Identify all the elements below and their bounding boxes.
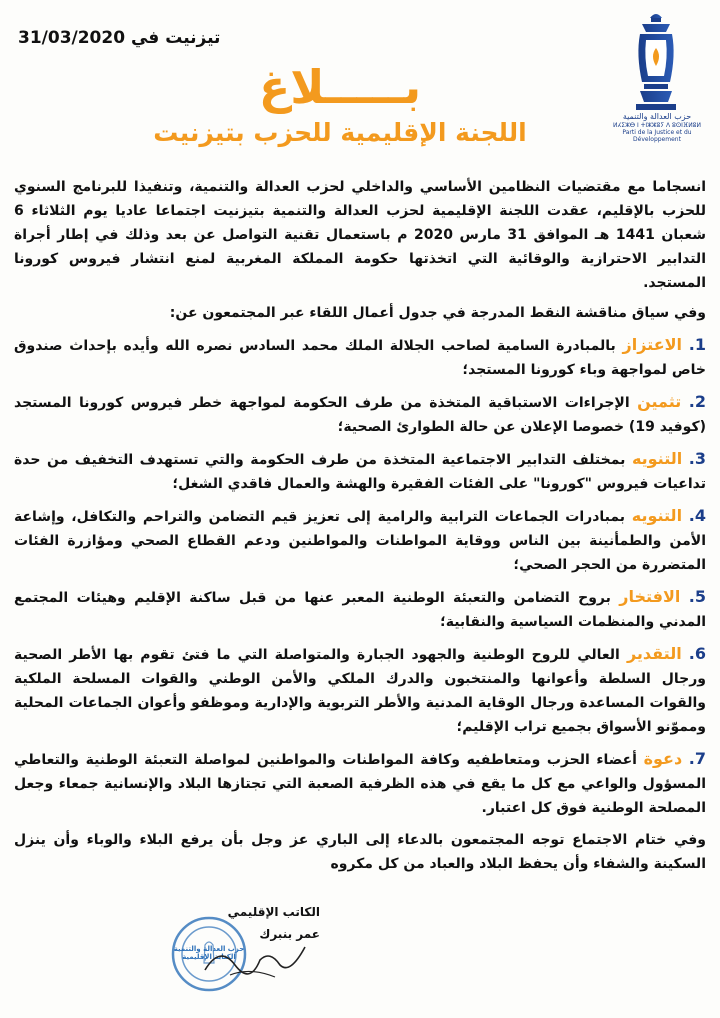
list-item <box>14 642 706 739</box>
item-number: 5. <box>688 587 706 606</box>
item-number: 1. <box>688 335 706 354</box>
item-number: 4. <box>688 506 706 525</box>
item-number: 3. <box>688 449 707 468</box>
list-item <box>14 390 706 439</box>
stamp-text: حزب العدالة والتنمية الكتابة الإقليمية <box>173 945 245 961</box>
item-keyword: دعوة <box>643 749 683 768</box>
closing-paragraph: وفي ختام الاجتماع توجه المجتمعون بالدعاء إلى الباري عز وجل بأن يرفع البلاء والوباء وأن ينزل السكينة والشفاء وأن يحفظ البلاد والعباد من كل مكروه <box>14 832 706 872</box>
item-text: الإجراءات الاستباقية المتخذة من طرف الحكومة لمواجهة خطر فيروس كورونا المستجد (كوفيد 19) خصوصا الإعلان عن حالة الطوارئ الصحية؛ <box>14 395 706 435</box>
document-subtitle: اللجنة الإقليمية للحزب بتيزنيت <box>153 118 527 147</box>
item-number: 2. <box>688 392 706 411</box>
item-keyword: تثمين <box>637 392 682 411</box>
list-item <box>14 747 706 820</box>
item-text: بمختلف التدابير الاجتماعية المتخذة من طرف الحكومة والتي تستهدف التخفيف من حدة تداعيات فيروس "كورونا" على الفئات الفقيرة والهشة والعمال فاقدي الشغل؛ <box>14 452 706 492</box>
item-text: بالمبادرة السامية لصاحب الجلالة الملك محمد السادس نصره الله وأيده بإحداث صندوق خاص لمواجهة وباء كورونا المستجد؛ <box>14 338 706 378</box>
item-keyword: الافتخار <box>619 587 681 606</box>
logo-caption-latin: Parti de la Justice et du Développement <box>622 128 692 143</box>
handwritten-signature-icon <box>200 935 310 985</box>
signatory-name: عمر بنبرك <box>259 927 320 941</box>
item-number: 7. <box>688 749 707 768</box>
list-item <box>14 333 706 382</box>
logo-caption-tifinagh: ⵍⵃⵉⵣⴱ ⵏ ⵜⵏⵣⵣⵓⵢ ⴷ ⵓⵙⵏⴼⵍⵓⵍ <box>613 121 701 129</box>
document-body <box>14 175 706 876</box>
intro-paragraph: انسجاما مع مقتضيات النظامين الأساسي والداخلي لحزب العدالة والتنمية، وتنفيذا للبرنامج السنوي للحزب بالإقليم، عقدت اللجنة الإقليمية لحزب العدالة والتنمية بتيزنيت اجتماعا عاديا يوم الثلاثاء 6 شعبان 1441 هـ الموافق 31 مارس 2020 م باستعمال تقنية التواصل عن بعد وذلك في إطار أجراة التدابير الاحترازية والوقائية التي اتخذتها حكومة المملكة المغربية لمنع انتشار فيروس كورونا المستجد. <box>14 179 706 291</box>
item-text: بمبادرات الجماعات الترابية والرامية إلى تعزيز قيم التضامن والتراحم والتكافل، وإشاعة الأمن والطمأنينة بين الناس ووقاية المواطنات والمواطنين ودعم القطاع الصحي ومؤازرة الفئات المتضررة من الحجر الصحي؛ <box>14 509 706 573</box>
item-keyword: التنويه <box>631 449 683 468</box>
logo-caption <box>602 112 712 143</box>
item-keyword: التقدير <box>626 644 682 663</box>
document-title: بـــــلاغ <box>258 60 422 114</box>
list-item <box>14 585 706 634</box>
signature-block <box>160 905 320 1015</box>
item-number: 6. <box>688 644 707 663</box>
logo-caption-arabic: حزب العدالة والتنمية <box>622 112 692 121</box>
item-text: أعضاء الحزب ومتعاطفيه وكافة المواطنات والمواطنين لمواصلة التعبئة الوطنية والتعاطي المسؤول والواعي مع كل ما يقع في هذه الظرفية الصعبة التي تجتازها البلاد والإنسانية جمعاء وجعل المصلحة الوطنية فوق كل اعتبار. <box>14 752 706 816</box>
document-date: تيزنيت في 31/03/2020 <box>18 28 221 48</box>
item-text: العالي للروح الوطنية والجهود الجبارة والمتواصلة التي ما فتئ تقوم بها الأطر الصحية ورجال السلطة وأعوانها والمنتخبون والدرك الملكي والأمن الوطني والقوات المسلحة الملكية والقوات المساعدة ورجال الوقاية المدنية والأطر التربوية والإدارية وموظفو وأعوان الجماعات المحلية ومموّنو الأسواق بجميع تراب الإقليم؛ <box>14 647 706 735</box>
list-item <box>14 504 706 577</box>
item-keyword: التنويه <box>631 506 683 525</box>
list-item <box>14 447 706 496</box>
signatory-title: الكاتب الإقليمي <box>227 905 320 919</box>
item-keyword: الاعتزاز <box>622 335 683 354</box>
agenda-intro: وفي سياق مناقشة النقط المدرجة في جدول أعمال اللقاء عبر المجتمعون عن: <box>169 305 706 321</box>
item-text: بروح التضامن والتعبئة الوطنية المعبر عنها من قبل ساكنة الإقليم وهيئات المجتمع المدني والمنظمات السياسية والنقابية؛ <box>14 590 706 630</box>
